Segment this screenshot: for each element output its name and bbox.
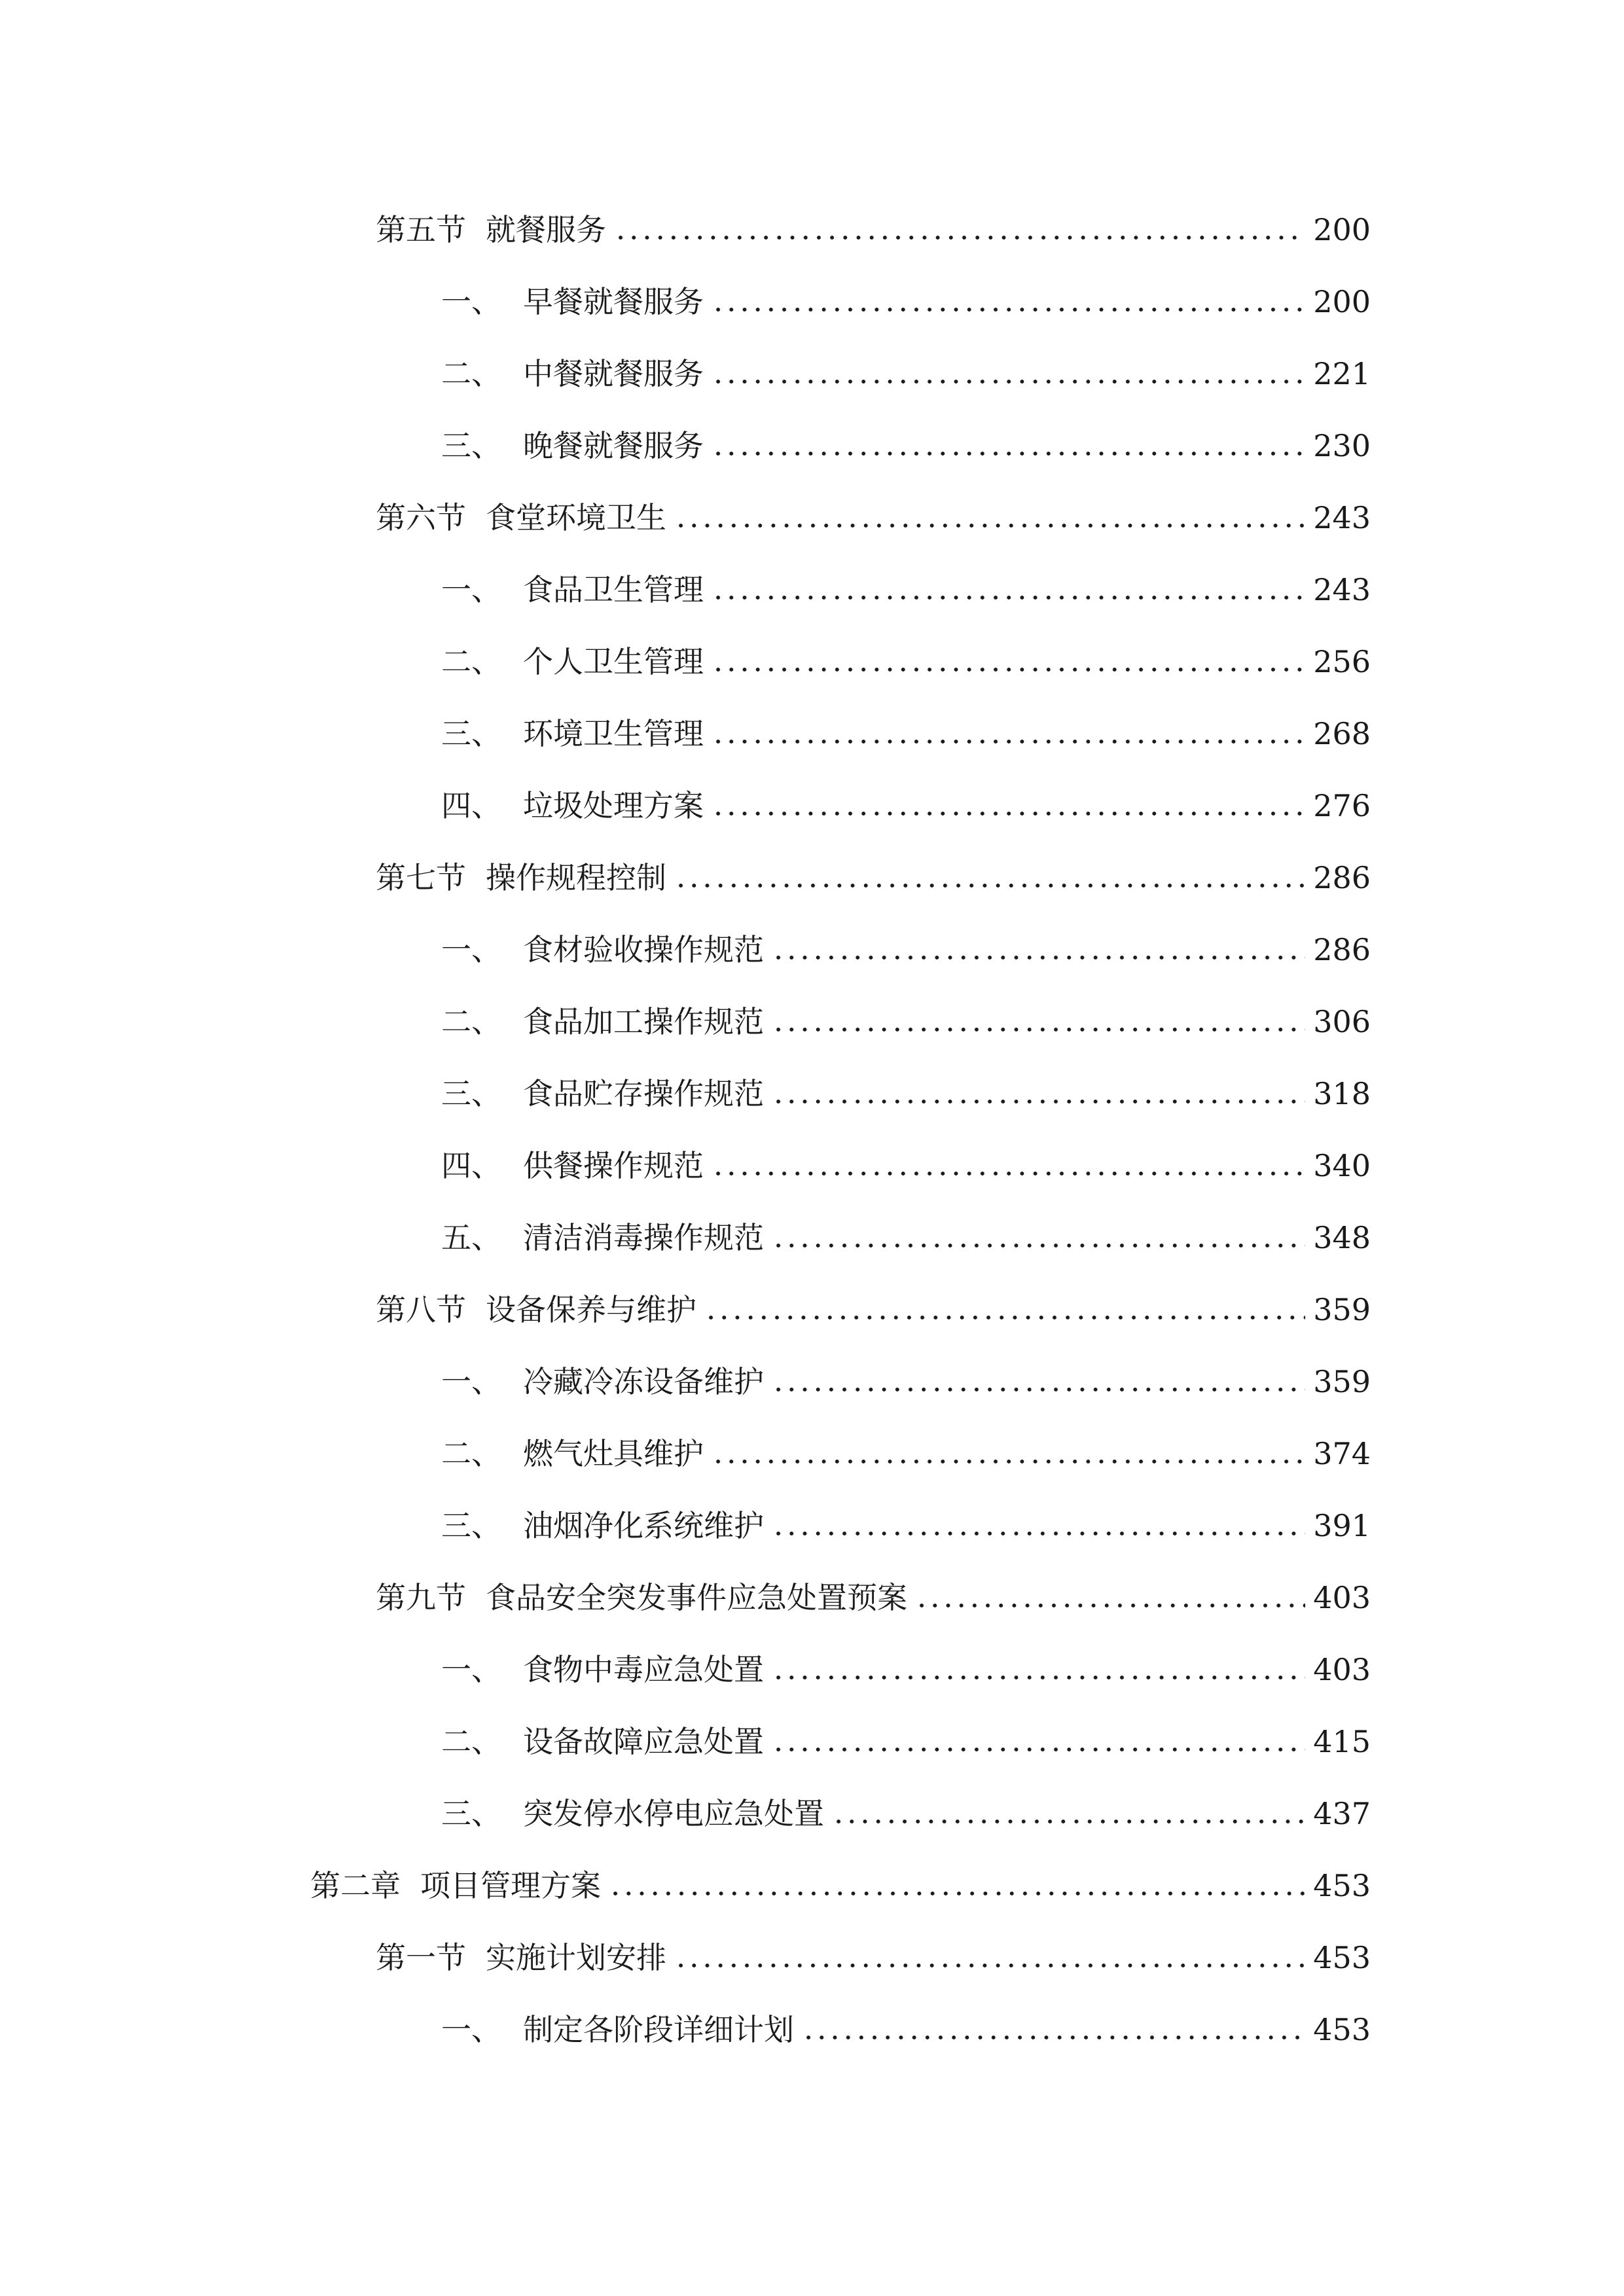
toc-entry-page: 306 (1313, 1004, 1371, 1039)
dot-leader (712, 594, 1305, 601)
toc-entry-number: 一、 (441, 2012, 501, 2047)
toc-entry-page: 230 (1313, 428, 1371, 463)
toc-entry[interactable] (376, 204, 1371, 256)
toc-entry-number: 二、 (441, 1004, 501, 1039)
toc-entry[interactable] (441, 1643, 1371, 1696)
toc-entry-page: 268 (1313, 716, 1371, 751)
dot-leader (674, 882, 1305, 889)
toc-entry[interactable] (441, 1139, 1371, 1192)
dot-leader (674, 1962, 1305, 1969)
dot-leader (712, 306, 1305, 314)
toc-entry-number: 二、 (441, 1436, 501, 1471)
toc-entry-page: 403 (1313, 1580, 1371, 1615)
toc-entry-number: 第五节 (376, 212, 466, 247)
toc-entry-title: 供餐操作规范 (523, 1148, 704, 1183)
dot-leader (609, 1890, 1305, 1897)
toc-entry-title: 设备保养与维护 (486, 1292, 696, 1327)
dot-leader (712, 810, 1305, 817)
toc-entry-number: 三、 (441, 1076, 501, 1111)
toc-entry-page: 286 (1313, 932, 1371, 967)
dot-leader (712, 1458, 1305, 1465)
toc-entry[interactable] (441, 276, 1371, 328)
toc-entry-page: 348 (1313, 1220, 1371, 1255)
toc-entry-title: 燃气灶具维护 (523, 1436, 704, 1471)
toc-entry-page: 318 (1313, 1076, 1371, 1111)
toc-entry[interactable] (441, 1211, 1371, 1264)
toc-entry-title: 中餐就餐服务 (523, 356, 704, 391)
toc-entry-title: 项目管理方案 (420, 1868, 601, 1903)
toc-entry[interactable] (441, 1355, 1371, 1408)
dot-leader (772, 1026, 1305, 1033)
toc-entry[interactable] (376, 1571, 1371, 1624)
toc-entry-number: 二、 (441, 644, 501, 679)
toc-entry-page: 243 (1313, 572, 1371, 607)
toc-entry-page: 415 (1313, 1724, 1371, 1759)
toc-entry[interactable] (441, 780, 1371, 832)
toc-entry-title: 制定各阶段详细计划 (523, 2012, 794, 2047)
toc-entry-page: 200 (1313, 284, 1371, 319)
toc-entry-number: 二、 (441, 1724, 501, 1759)
toc-entry-title: 食堂环境卫生 (486, 500, 666, 535)
toc-entry-page: 453 (1313, 1868, 1371, 1903)
toc-entry-page: 276 (1313, 788, 1371, 823)
dot-leader (772, 1674, 1305, 1681)
dot-leader (802, 2034, 1305, 2041)
toc-entry[interactable] (441, 708, 1371, 760)
toc-entry-number: 三、 (441, 1796, 501, 1831)
toc-entry-number: 四、 (441, 1148, 501, 1183)
dot-leader (772, 1242, 1305, 1249)
toc-entry[interactable] (441, 1499, 1371, 1552)
toc-entry-title: 食品卫生管理 (523, 572, 704, 607)
toc-entry[interactable] (441, 564, 1371, 616)
toc-entry[interactable] (441, 2003, 1371, 2056)
toc-entry-page: 243 (1313, 500, 1371, 535)
toc-entry-number: 三、 (441, 716, 501, 751)
dot-leader (772, 1746, 1305, 1753)
toc-entry[interactable] (376, 1283, 1371, 1336)
toc-entry[interactable] (441, 348, 1371, 400)
toc-entry-title: 垃圾处理方案 (523, 788, 704, 823)
dot-leader (704, 1314, 1305, 1321)
toc-entry-number: 第九节 (376, 1580, 466, 1615)
toc-entry-number: 一、 (441, 1652, 501, 1687)
dot-leader (772, 1530, 1305, 1537)
dot-leader (712, 450, 1305, 457)
toc-entry-number: 五、 (441, 1220, 501, 1255)
toc-entry-title: 食材验收操作规范 (523, 932, 764, 967)
toc-entry[interactable] (441, 420, 1371, 472)
toc-entry-page: 221 (1313, 356, 1371, 391)
toc-entry-page: 256 (1313, 644, 1371, 679)
dot-leader (915, 1602, 1305, 1609)
toc-entry[interactable] (441, 1715, 1371, 1768)
toc-entry-page: 359 (1313, 1364, 1371, 1399)
toc-entry-page: 340 (1313, 1148, 1371, 1183)
toc-entry-title: 食物中毒应急处置 (523, 1652, 764, 1687)
toc-entry-page: 200 (1313, 212, 1371, 247)
dot-leader (712, 1170, 1305, 1177)
toc-entry[interactable] (441, 924, 1371, 976)
dot-leader (772, 954, 1305, 961)
dot-leader (772, 1386, 1305, 1393)
toc-entry-number: 第七节 (376, 860, 466, 895)
toc-entry-title: 油烟净化系统维护 (523, 1508, 764, 1543)
toc-entry-number: 一、 (441, 572, 501, 607)
toc-entry-title: 环境卫生管理 (523, 716, 704, 751)
toc-entry[interactable] (441, 1067, 1371, 1120)
toc-entry-title: 操作规程控制 (486, 860, 666, 895)
toc-entry-page: 374 (1313, 1436, 1371, 1471)
toc-entry-title: 设备故障应急处置 (523, 1724, 764, 1759)
toc-entry[interactable] (441, 1427, 1371, 1480)
toc-entry-title: 晚餐就餐服务 (523, 428, 704, 463)
toc-entry-title: 突发停水停电应急处置 (523, 1796, 824, 1831)
toc-entry-number: 第二章 (310, 1868, 401, 1903)
toc-entry[interactable] (376, 1931, 1371, 1984)
toc-entry-number: 第六节 (376, 500, 466, 535)
dot-leader (712, 738, 1305, 745)
toc-entry-page: 437 (1313, 1796, 1371, 1831)
toc-entry-number: 第一节 (376, 1940, 466, 1975)
toc-entry-number: 三、 (441, 1508, 501, 1543)
toc-entry-page: 403 (1313, 1652, 1371, 1687)
toc-entry-number: 一、 (441, 284, 501, 319)
toc-entry-title: 个人卫生管理 (523, 644, 704, 679)
toc-entry-title: 食品安全突发事件应急处置预案 (486, 1580, 907, 1615)
toc-entry[interactable] (441, 636, 1371, 688)
dot-leader (712, 378, 1305, 386)
toc-entry-number: 三、 (441, 428, 501, 463)
dot-leader (674, 522, 1305, 529)
toc-entry-number: 二、 (441, 356, 501, 391)
toc-entry[interactable] (376, 492, 1371, 544)
toc-entry-number: 第八节 (376, 1292, 466, 1327)
dot-leader (772, 1098, 1305, 1105)
dot-leader (712, 666, 1305, 673)
toc-entry-title: 实施计划安排 (486, 1940, 666, 1975)
toc-entry-page: 453 (1313, 1940, 1371, 1975)
toc-entry-title: 早餐就餐服务 (523, 284, 704, 319)
toc-entry-number: 四、 (441, 788, 501, 823)
toc-entry[interactable] (441, 1787, 1371, 1840)
toc-entry-title: 就餐服务 (486, 212, 606, 247)
toc-entry-number: 一、 (441, 932, 501, 967)
toc-entry[interactable] (310, 1859, 1371, 1912)
toc-entry-page: 286 (1313, 860, 1371, 895)
toc-entry-page: 453 (1313, 2012, 1371, 2047)
toc-entry-title: 食品贮存操作规范 (523, 1076, 764, 1111)
toc-entry-page: 359 (1313, 1292, 1371, 1327)
dot-leader (614, 234, 1305, 242)
toc-entry-page: 391 (1313, 1508, 1371, 1543)
toc-entry[interactable] (376, 852, 1371, 904)
toc-entry-title: 冷藏冷冻设备维护 (523, 1364, 764, 1399)
dot-leader (832, 1818, 1305, 1825)
toc-entry-number: 一、 (441, 1364, 501, 1399)
toc-entry[interactable] (441, 996, 1371, 1048)
toc-entry-title: 清洁消毒操作规范 (523, 1220, 764, 1255)
toc-entry-title: 食品加工操作规范 (523, 1004, 764, 1039)
